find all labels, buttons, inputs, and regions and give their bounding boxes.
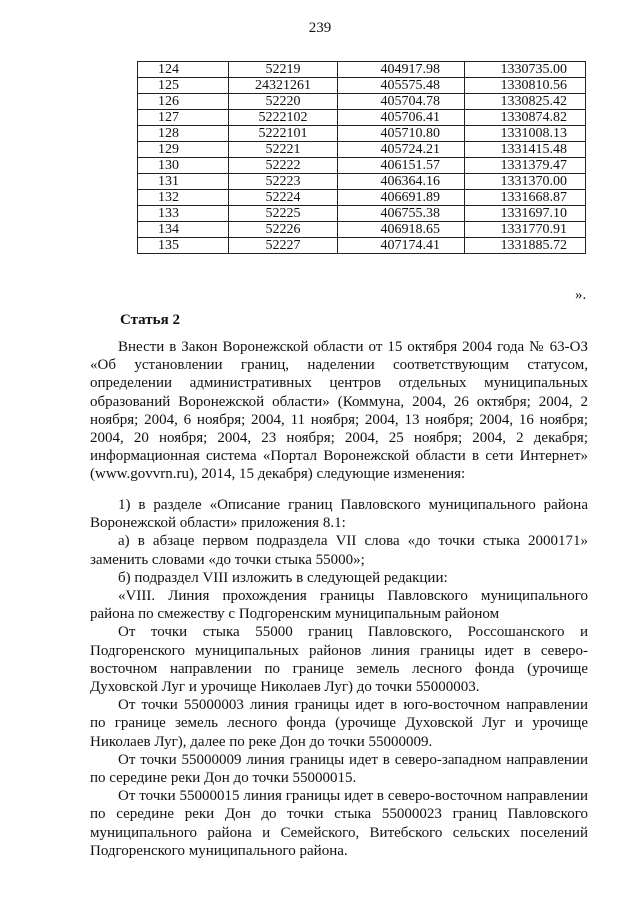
table-cell: 125	[138, 78, 229, 94]
intro-paragraph: Внести в Закон Воронежской области от 15 октября 2004 года № 63-ОЗ «Об установлении границ, наделении соответствующим статусом, определении административных центров отдельных муниципальных образований Воронежской области» (Коммуна, 2004, 26 октября; 2004, 2 ноября; 2004, 6 ноября; 2004, 11 ноября; 2004, 13 ноября; 2004, 16 ноября; 2004, 20 ноября; 2004, 23 ноября; 2004, 25 ноября; 2004, 2 декабря; информационная система «Портал Воронежской области в сети Интернет» (www.govvrn.ru), 2014, 15 декабря) следующие изменения:	[90, 339, 588, 483]
table-cell: 129	[138, 142, 229, 158]
table-cell: 1331379.47	[465, 158, 586, 174]
table-row	[138, 206, 586, 222]
table-cell: 1331770.91	[465, 222, 586, 238]
table-row	[138, 110, 586, 126]
table-cell: 52223	[229, 174, 338, 190]
amendment-paragraph: а) в абзаце первом подраздела VII слова «до точки стыка 2000171» заменить словами «до точки стыка 55000»;	[90, 533, 588, 568]
table-cell: 406364.16	[338, 174, 465, 190]
table-cell: 406918.65	[338, 222, 465, 238]
amendment-paragraph: «VIII. Линия прохождения границы Павловского муниципального района по смежеству с Подгоренским муниципальным районом	[90, 588, 588, 623]
table-cell: 1330874.82	[465, 110, 586, 126]
table-row	[138, 94, 586, 110]
table-cell: 1330825.42	[465, 94, 586, 110]
table-cell: 52224	[229, 190, 338, 206]
table-row	[138, 174, 586, 190]
table-cell: 52226	[229, 222, 338, 238]
amendment-paragraph: От точки 55000003 линия границы идет в юго-восточном направлении по границе земель лесного фонда (урочище Духовской Луг и урочище Николаев Луг), далее по реке Дон до точки 55000009.	[90, 697, 588, 750]
table-cell: 126	[138, 94, 229, 110]
table-cell: 130	[138, 158, 229, 174]
table-cell: 133	[138, 206, 229, 222]
table-cell: 1331668.87	[465, 190, 586, 206]
table-cell: 407174.41	[338, 238, 465, 254]
table-cell: 405575.48	[338, 78, 465, 94]
table-cell: 52227	[229, 238, 338, 254]
table-cell: 128	[138, 126, 229, 142]
table-cell: 52225	[229, 206, 338, 222]
table-cell: 405706.41	[338, 110, 465, 126]
table-cell: 1331415.48	[465, 142, 586, 158]
coordinates-table-body	[138, 62, 586, 254]
table-cell: 1331370.00	[465, 174, 586, 190]
table-row	[138, 126, 586, 142]
table-row	[138, 222, 586, 238]
table-cell: 5222102	[229, 110, 338, 126]
table-row	[138, 238, 586, 254]
table-cell: 1331008.13	[465, 126, 586, 142]
table-cell: 132	[138, 190, 229, 206]
table-cell: 406755.38	[338, 206, 465, 222]
table-cell: 1330810.56	[465, 78, 586, 94]
table-row	[138, 78, 586, 94]
article-heading: Статья 2	[120, 312, 180, 328]
table-row	[138, 142, 586, 158]
amendment-paragraph: От точки 55000015 линия границы идет в северо-восточном направлении по середине реки Дон до точки стыка 55000023 границ Павловского муниципального района и Семейского, Витебского сельских поселений Подгоренского муниципального района.	[90, 788, 588, 859]
table-cell: 124	[138, 62, 229, 78]
table-cell: 52221	[229, 142, 338, 158]
table-cell: 1331885.72	[465, 238, 586, 254]
closing-quote: ».	[575, 287, 587, 303]
table-cell: 1331697.10	[465, 206, 586, 222]
amendment-paragraph: От точки 55000009 линия границы идет в северо-западном направлении по середине реки Дон до точки 55000015.	[90, 751, 588, 787]
page-number: 239	[308, 20, 332, 36]
article-intro	[90, 338, 588, 484]
table-cell: 52219	[229, 62, 338, 78]
table-cell: 406151.57	[338, 158, 465, 174]
table-cell: 405724.21	[338, 142, 465, 158]
table-cell: 24321261	[229, 78, 338, 94]
table-row	[138, 190, 586, 206]
table-cell: 1330735.00	[465, 62, 586, 78]
table-cell: 405704.78	[338, 94, 465, 110]
table-row	[138, 158, 586, 174]
amendment-paragraph: От точки стыка 55000 границ Павловского, Россошанского и Подгоренского муниципальных районов линия границы идет в северо-восточном направлении по границе земель лесного фонда (урочище Духовской Луг и урочище Николаев Луг) до точки 55000003.	[90, 624, 588, 696]
table-cell: 131	[138, 174, 229, 190]
table-cell: 52222	[229, 158, 338, 174]
amendment-body	[90, 496, 588, 860]
table-cell: 127	[138, 110, 229, 126]
table-row	[138, 62, 586, 78]
coordinates-table	[137, 61, 586, 254]
table-cell: 135	[138, 238, 229, 254]
amendment-paragraph: б) подраздел VIII изложить в следующей редакции:	[118, 569, 448, 586]
table-cell: 5222101	[229, 126, 338, 142]
amendment-paragraph: 1) в разделе «Описание границ Павловского муниципального района Воронежской области» приложения 8.1:	[90, 497, 588, 532]
table-cell: 406691.89	[338, 190, 465, 206]
table-cell: 134	[138, 222, 229, 238]
table-cell: 404917.98	[338, 62, 465, 78]
table-cell: 52220	[229, 94, 338, 110]
table-cell: 405710.80	[338, 126, 465, 142]
